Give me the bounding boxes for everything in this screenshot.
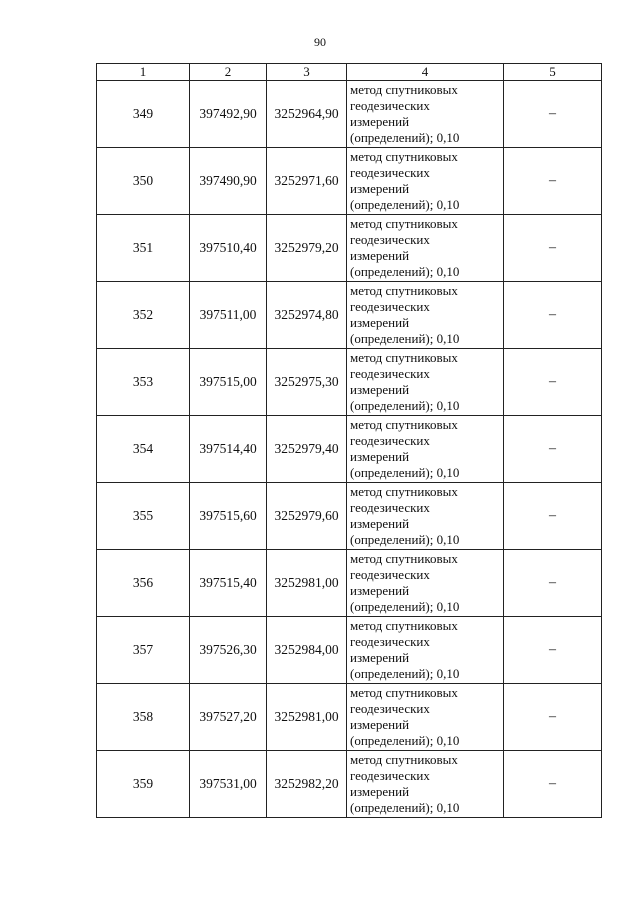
point-number-cell: 353: [97, 349, 190, 416]
table-row: [97, 349, 602, 416]
method-line: геодезических: [350, 701, 430, 716]
method-line: метод спутниковых: [350, 551, 458, 566]
method-line: метод спутниковых: [350, 685, 458, 700]
point-number-cell: 351: [97, 215, 190, 282]
point-number-cell: 354: [97, 416, 190, 483]
method-line: (определений); 0,10: [350, 331, 460, 346]
method-line: метод спутниковых: [350, 417, 458, 432]
method-line: геодезических: [350, 634, 430, 649]
coordinate-x-cell: 397527,20: [190, 684, 267, 751]
method-line: метод спутниковых: [350, 149, 458, 164]
point-number-cell: 352: [97, 282, 190, 349]
method-line: (определений); 0,10: [350, 197, 460, 212]
note-cell: –: [504, 617, 602, 684]
coordinate-x-cell: 397492,90: [190, 81, 267, 148]
method-line: измерений: [350, 583, 410, 598]
method-line: измерений: [350, 717, 410, 732]
coordinate-x-cell: 397490,90: [190, 148, 267, 215]
coordinates-table: [96, 63, 602, 818]
method-line: метод спутниковых: [350, 484, 458, 499]
coordinate-y-cell: 3252984,00: [267, 617, 347, 684]
coordinate-y-cell: 3252979,20: [267, 215, 347, 282]
point-number-cell: 350: [97, 148, 190, 215]
header-row: [97, 64, 602, 81]
note-cell: –: [504, 751, 602, 818]
table-header: [97, 64, 602, 81]
method-cell: [347, 684, 504, 751]
coordinate-x-cell: 397526,30: [190, 617, 267, 684]
coordinate-x-cell: 397510,40: [190, 215, 267, 282]
method-line: (определений); 0,10: [350, 532, 460, 547]
table-row: [97, 282, 602, 349]
table-row: [97, 483, 602, 550]
method-line: измерений: [350, 248, 410, 263]
table-row: [97, 751, 602, 818]
table-row: [97, 148, 602, 215]
table-row: [97, 550, 602, 617]
method-line: геодезических: [350, 500, 430, 515]
method-line: геодезических: [350, 768, 430, 783]
method-line: измерений: [350, 181, 410, 196]
coordinate-y-cell: 3252971,60: [267, 148, 347, 215]
method-line: измерений: [350, 114, 410, 129]
header-col-1: 1: [97, 64, 190, 81]
method-line: геодезических: [350, 299, 430, 314]
coordinate-y-cell: 3252974,80: [267, 282, 347, 349]
coordinate-x-cell: 397515,00: [190, 349, 267, 416]
method-line: измерений: [350, 382, 410, 397]
method-line: (определений); 0,10: [350, 264, 460, 279]
coordinate-y-cell: 3252981,00: [267, 550, 347, 617]
table-body: [97, 81, 602, 818]
table-row: [97, 215, 602, 282]
method-line: (определений); 0,10: [350, 398, 460, 413]
method-cell: [347, 416, 504, 483]
method-line: (определений); 0,10: [350, 465, 460, 480]
method-cell: [347, 617, 504, 684]
method-line: измерений: [350, 449, 410, 464]
method-line: геодезических: [350, 433, 430, 448]
coordinate-y-cell: 3252982,20: [267, 751, 347, 818]
method-line: геодезических: [350, 366, 430, 381]
note-cell: –: [504, 81, 602, 148]
method-cell: [347, 148, 504, 215]
method-cell: [347, 483, 504, 550]
method-line: измерений: [350, 650, 410, 665]
note-cell: –: [504, 349, 602, 416]
method-cell: [347, 81, 504, 148]
coordinate-y-cell: 3252979,60: [267, 483, 347, 550]
method-line: (определений); 0,10: [350, 666, 460, 681]
method-line: измерений: [350, 784, 410, 799]
point-number-cell: 357: [97, 617, 190, 684]
table-row: [97, 684, 602, 751]
table-row: [97, 617, 602, 684]
method-line: геодезических: [350, 232, 430, 247]
point-number-cell: 359: [97, 751, 190, 818]
table-row: [97, 81, 602, 148]
note-cell: –: [504, 483, 602, 550]
coordinate-x-cell: 397515,40: [190, 550, 267, 617]
method-line: (определений); 0,10: [350, 733, 460, 748]
header-col-2: 2: [190, 64, 267, 81]
method-line: измерений: [350, 315, 410, 330]
method-cell: [347, 215, 504, 282]
note-cell: –: [504, 282, 602, 349]
method-line: (определений); 0,10: [350, 130, 460, 145]
method-line: (определений); 0,10: [350, 800, 460, 815]
note-cell: –: [504, 416, 602, 483]
method-line: измерений: [350, 516, 410, 531]
coordinate-y-cell: 3252964,90: [267, 81, 347, 148]
method-line: метод спутниковых: [350, 618, 458, 633]
method-cell: [347, 751, 504, 818]
coordinate-x-cell: 397514,40: [190, 416, 267, 483]
method-line: геодезических: [350, 98, 430, 113]
method-line: метод спутниковых: [350, 350, 458, 365]
coordinate-y-cell: 3252975,30: [267, 349, 347, 416]
method-line: метод спутниковых: [350, 216, 458, 231]
method-line: геодезических: [350, 165, 430, 180]
method-line: (определений); 0,10: [350, 599, 460, 614]
coordinate-x-cell: 397511,00: [190, 282, 267, 349]
coordinate-y-cell: 3252979,40: [267, 416, 347, 483]
method-line: метод спутниковых: [350, 82, 458, 97]
header-col-4: 4: [347, 64, 504, 81]
method-line: метод спутниковых: [350, 752, 458, 767]
point-number-cell: 358: [97, 684, 190, 751]
header-col-3: 3: [267, 64, 347, 81]
note-cell: –: [504, 550, 602, 617]
method-line: геодезических: [350, 567, 430, 582]
point-number-cell: 355: [97, 483, 190, 550]
note-cell: –: [504, 215, 602, 282]
coordinate-x-cell: 397515,60: [190, 483, 267, 550]
point-number-cell: 349: [97, 81, 190, 148]
page-number: 90: [314, 35, 326, 49]
method-cell: [347, 550, 504, 617]
method-line: метод спутниковых: [350, 283, 458, 298]
note-cell: –: [504, 684, 602, 751]
coordinate-y-cell: 3252981,00: [267, 684, 347, 751]
method-cell: [347, 349, 504, 416]
table-row: [97, 416, 602, 483]
point-number-cell: 356: [97, 550, 190, 617]
note-cell: –: [504, 148, 602, 215]
coordinate-x-cell: 397531,00: [190, 751, 267, 818]
method-cell: [347, 282, 504, 349]
header-col-5: 5: [504, 64, 602, 81]
